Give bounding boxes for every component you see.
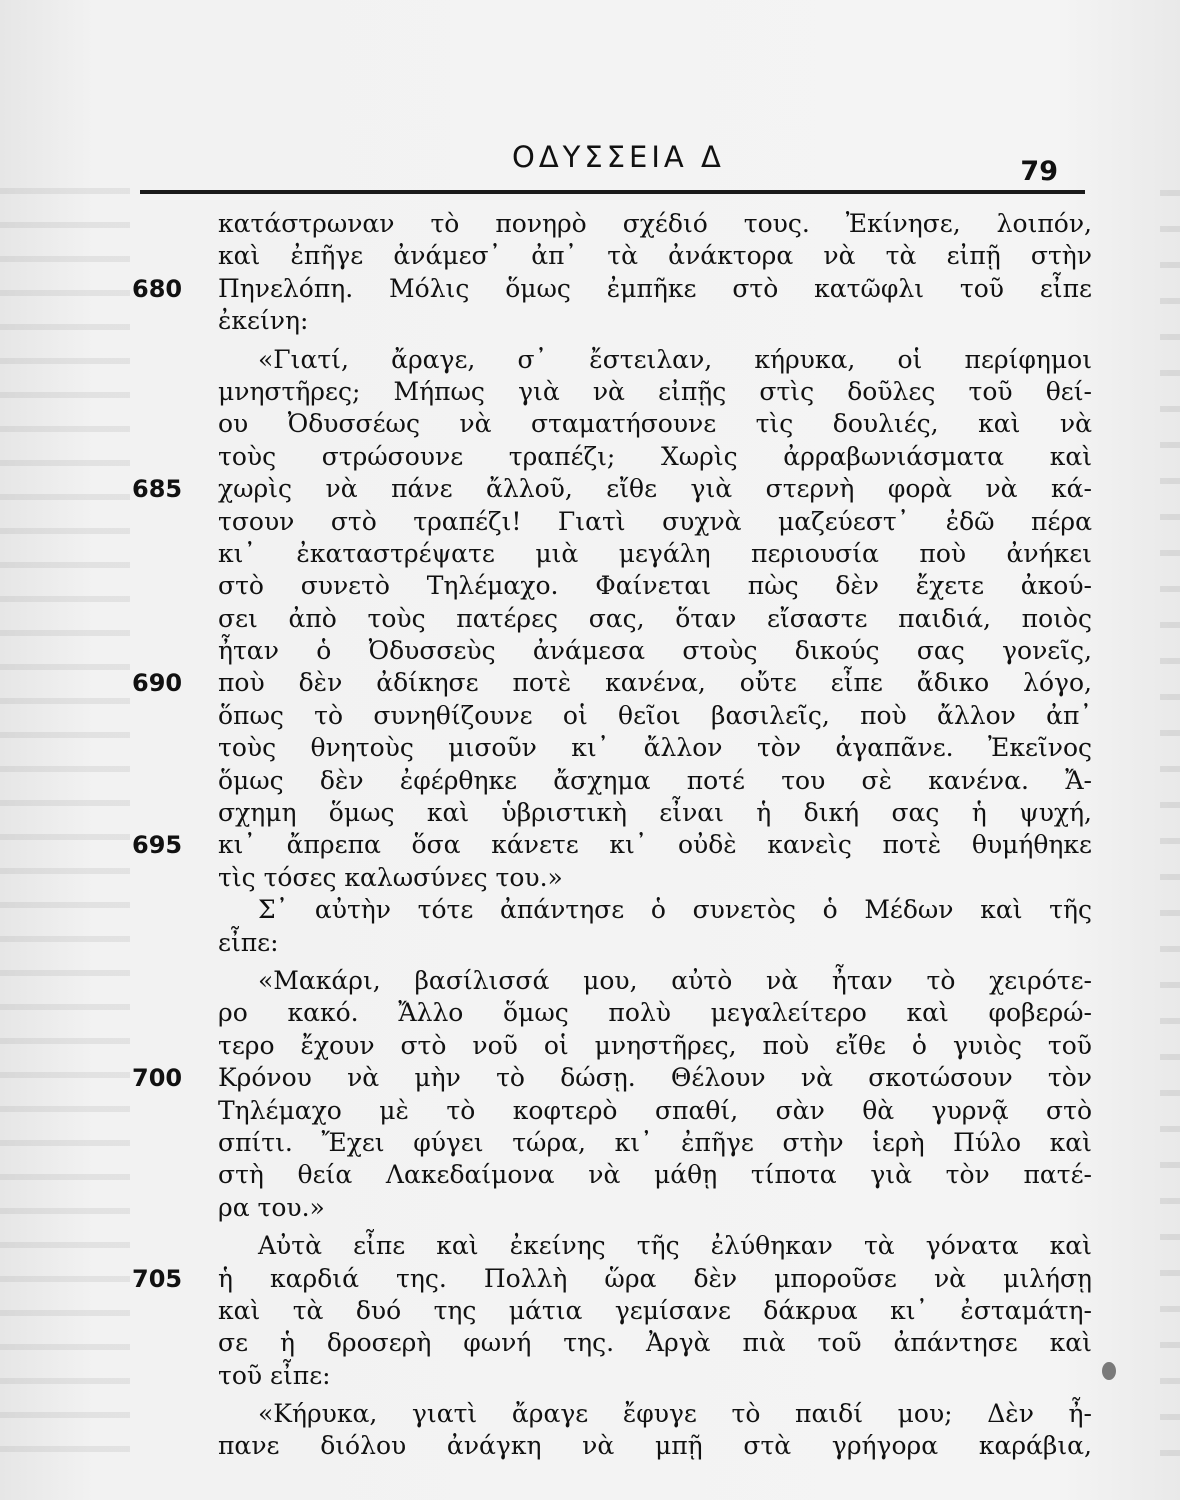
line-text: ὅπως τὸ συνηθίζουνε οἱ θεῖοι βασιλεῖς, ποὺ ἄλλον ἀπ᾽ xyxy=(218,700,1092,730)
line-text: στὴ θεία Λακεδαίμονα νὰ μάθῃ τίποτα γιὰ τὸν πατέ- xyxy=(218,1160,1092,1190)
line-text: τερο ἔχουν στὸ νοῦ οἱ μνηστῆρες, ποὺ εἴθε ὁ γυιὸς τοῦ xyxy=(218,1030,1092,1060)
line-text: μνηστῆρες; Μήπως γιὰ νὰ εἰπῇς στὶς δοῦλες τοῦ θεί- xyxy=(218,376,1092,406)
text-line xyxy=(132,1030,1092,1062)
line-text: τοὺς θνητοὺς μισοῦν κι᾽ ἄλλον τὸν ἀγαπᾶνε. Ἐκεῖνος xyxy=(218,733,1092,763)
line-text: καὶ ἐπῆγε ἀνάμεσ᾽ ἀπ᾽ τὰ ἀνάκτορα νὰ τὰ εἰπῇ στὴν xyxy=(218,241,1092,271)
text-line xyxy=(132,344,1092,376)
text-line xyxy=(132,1430,1092,1462)
line-text: σπίτι. Ἔχει φύγει τώρα, κι᾽ ἐπῆγε στὴν ἱερὴ Πύλο καὶ xyxy=(218,1127,1092,1157)
line-number: 690 xyxy=(132,669,183,698)
line-text: στὸ συνετὸ Τηλέμαχο. Φαίνεται πὼς δὲν ἔχετε ἀκού- xyxy=(218,571,1092,601)
text-line xyxy=(132,208,1092,240)
page-header xyxy=(140,140,1070,190)
text-line xyxy=(132,273,1092,305)
line-text: Πηνελόπη. Μόλις ὅμως ἐμπῆκε στὸ κατῶφλι τοῦ εἶπε xyxy=(218,273,1092,303)
line-text: ποὺ δὲν ἀδίκησε ποτὲ κανένα, οὔτε εἶπε ἄδικο λόγο, xyxy=(218,668,1092,698)
text-line xyxy=(132,1295,1092,1327)
line-text: τοῦ εἶπε: xyxy=(218,1360,331,1390)
text-line xyxy=(132,240,1092,272)
show-through-right xyxy=(1160,160,1180,1460)
text-line xyxy=(132,1095,1092,1127)
line-text: κι᾽ ἄπρεπα ὅσα κάνετε κι᾽ οὐδὲ κανεὶς ποτὲ θυμήθηκε xyxy=(218,830,1092,860)
line-text: κατάστρωναν τὸ πονηρὸ σχέδιό τους. Ἐκίνησε, λοιπόν, xyxy=(218,209,1092,238)
text-line xyxy=(132,862,1092,894)
line-text: ἡ καρδιά της. Πολλὴ ὥρα δὲν μποροῦσε νὰ μιλήσῃ xyxy=(218,1263,1092,1293)
text-line xyxy=(132,603,1092,635)
text-line xyxy=(132,927,1092,959)
line-text: Κρόνου νὰ μὴν τὸ δώσῃ. Θέλουν νὰ σκοτώσουν τὸν xyxy=(218,1063,1092,1093)
text-line xyxy=(132,1127,1092,1159)
line-number: 680 xyxy=(132,274,183,303)
line-number: 705 xyxy=(132,1264,183,1293)
text-line xyxy=(132,1263,1092,1295)
line-text: Αὐτὰ εἶπε καὶ ἐκείνης τῆς ἐλύθηκαν τὰ γόνατα καὶ xyxy=(258,1231,1092,1261)
page-number: 79 xyxy=(1020,156,1058,187)
text-line xyxy=(132,473,1092,505)
show-through-left xyxy=(0,160,130,1460)
line-text: τὶς τόσες καλωσύνες του.» xyxy=(218,862,563,892)
line-text: ρο κακό. Ἄλλο ὅμως πολὺ μεγαλείτερο καὶ φοβερώ- xyxy=(218,998,1092,1028)
text-line xyxy=(132,635,1092,667)
text-line xyxy=(132,1062,1092,1094)
text-line xyxy=(132,829,1092,861)
header-rule xyxy=(140,190,1085,194)
text-line xyxy=(132,570,1092,602)
text-line xyxy=(132,965,1092,997)
line-text: σε ἡ δροσερὴ φωνή της. Ἀργὰ πιὰ τοῦ ἀπάντησε καὶ xyxy=(218,1328,1092,1358)
line-text: εἶπε: xyxy=(218,927,279,957)
text-line xyxy=(132,1230,1092,1262)
text-line xyxy=(132,797,1092,829)
line-text: χωρὶς νὰ πάνε ἄλλοῦ, εἴθε γιὰ στερνὴ φορὰ νὰ κά- xyxy=(218,474,1092,504)
text-line xyxy=(132,667,1092,699)
line-text: Σ᾽ αὐτὴν τότε ἀπάντησε ὁ συνετὸς ὁ Μέδων καὶ τῆς xyxy=(258,895,1092,925)
text-line xyxy=(132,765,1092,797)
line-text: ου Ὀδυσσέως νὰ σταματήσουνε τὶς δουλιές, καὶ νὰ xyxy=(218,409,1092,439)
text-line xyxy=(132,894,1092,926)
text-line xyxy=(132,1360,1092,1392)
line-text: τσουν στὸ τραπέζι! Γιατὶ συχνὰ μαζεύεστ᾽ ἐδῶ πέρα xyxy=(218,506,1092,536)
line-number: 685 xyxy=(132,475,183,504)
text-line xyxy=(132,732,1092,764)
text-line xyxy=(132,997,1092,1029)
text-line xyxy=(132,1398,1092,1430)
text-line xyxy=(132,376,1092,408)
line-text: ρα του.» xyxy=(218,1192,325,1222)
line-number: 700 xyxy=(132,1064,183,1093)
text-line xyxy=(132,538,1092,570)
line-text: Τηλέμαχο μὲ τὸ κοφτερὸ σπαθί, σὰν θὰ γυρνᾷ στὸ xyxy=(218,1095,1092,1125)
line-number: 695 xyxy=(132,831,183,860)
line-text: ἦταν ὁ Ὀδυσσεὺς ἀνάμεσα στοὺς δικούς σας γονεῖς, xyxy=(218,636,1092,666)
line-text: ἐκείνη: xyxy=(218,306,309,336)
text-line xyxy=(132,700,1092,732)
line-text: σχημη ὅμως καὶ ὑβριστικὴ εἶναι ἡ δική σας ἡ ψυχή, xyxy=(218,798,1092,828)
text-line xyxy=(132,1159,1092,1191)
line-text: «Μακάρι, βασίλισσά μου, αὐτὸ νὰ ἦταν τὸ χειρότε- xyxy=(258,965,1092,995)
running-title: ΟΔΥΣΣΕΙΑ Δ xyxy=(512,140,725,174)
line-text: τοὺς στρώσουνε τραπέζι; Χωρὶς ἀρραβωνιάσματα καὶ xyxy=(218,441,1092,471)
text-line xyxy=(132,1327,1092,1359)
line-text: ὅμως δὲν ἐφέρθηκε ἄσχημα ποτέ του σὲ κανένα. Ἄ- xyxy=(218,765,1092,795)
line-text: «Γιατί, ἄραγε, σ᾽ ἔστειλαν, κήρυκα, οἱ περίφημοι xyxy=(258,344,1092,374)
ink-spot xyxy=(1102,1362,1116,1380)
line-text: «Κήρυκα, γιατὶ ἄραγε ἔφυγε τὸ παιδί μου; Δὲν ἦ- xyxy=(258,1399,1092,1429)
text-line xyxy=(132,408,1092,440)
text-line xyxy=(132,1192,1092,1224)
body-text xyxy=(132,208,1092,1463)
line-text: καὶ τὰ δυό της μάτια γεμίσανε δάκρυα κι᾽ ἐσταμάτη- xyxy=(218,1295,1092,1325)
line-text: σει ἀπὸ τοὺς πατέρες σας, ὅταν εἴσαστε παιδιά, ποιὸς xyxy=(218,603,1092,633)
line-text: πανε διόλου ἀνάγκη νὰ μπῇ στὰ γρήγορα καράβια, xyxy=(218,1431,1092,1461)
text-line xyxy=(132,506,1092,538)
text-line xyxy=(132,305,1092,337)
text-line xyxy=(132,441,1092,473)
line-text: κι᾽ ἐκαταστρέψατε μιὰ μεγάλη περιουσία ποὺ ἀνήκει xyxy=(218,538,1092,568)
